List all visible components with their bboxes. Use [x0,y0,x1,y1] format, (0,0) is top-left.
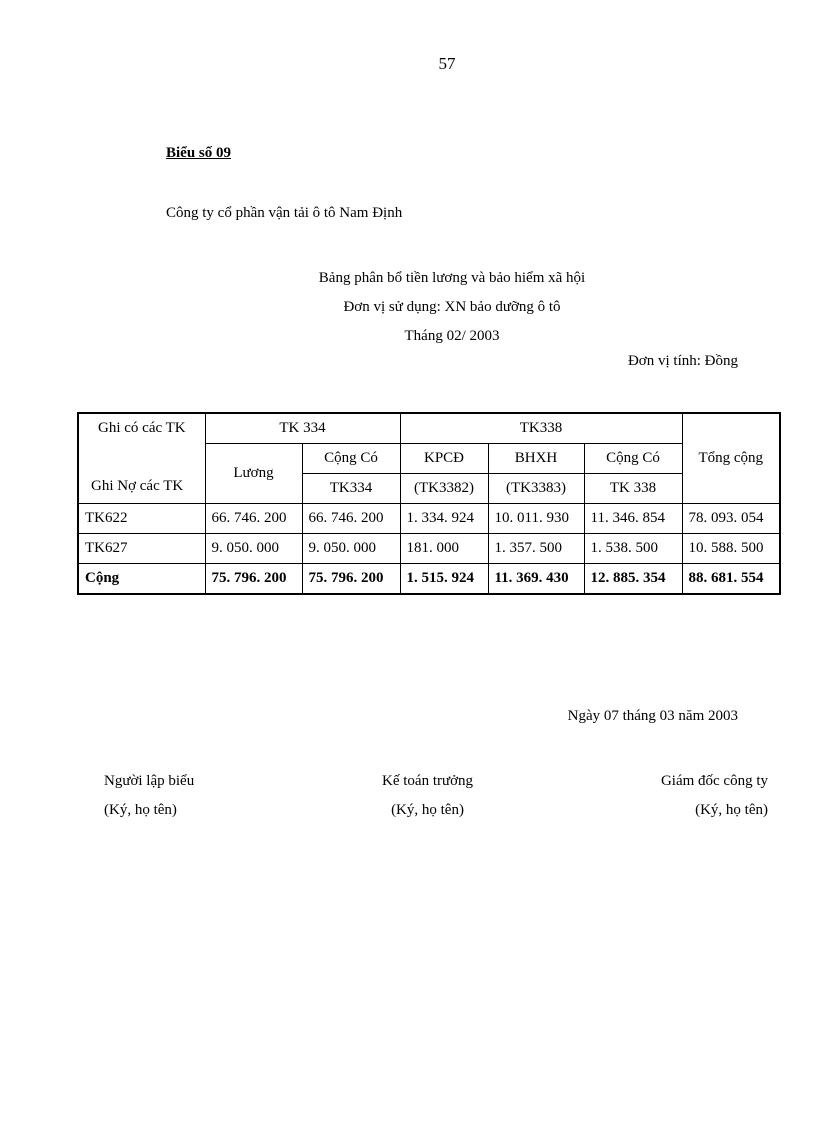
signature-preparer [104,767,194,825]
col-luong: Lương [205,444,302,504]
signature-role: Giám đốc công ty [660,773,768,789]
title-block [0,264,816,351]
cell-luong: 66. 746. 200 [205,504,302,534]
col-bhxh-2: (TK3383) [488,474,584,504]
cell-kpcd: 1. 334. 924 [400,504,488,534]
table-row [78,534,780,564]
table-row-total [78,564,780,595]
signature-role: Kế toán trưởng [382,773,474,789]
signature-chief-accountant [382,767,473,825]
cell-luong: 75. 796. 200 [205,564,302,595]
cell-total: 88. 681. 554 [682,564,780,595]
report-title: Bảng phân bổ tiền lương và bảo hiểm xã hội [318,270,586,286]
cell-bhxh: 10. 011. 930 [488,504,584,534]
cell-cong334: 66. 746. 200 [302,504,400,534]
corner-header [78,413,205,504]
cell-kpcd: 181. 000 [400,534,488,564]
signature-note: (Ký, họ tên) [695,802,768,818]
cell-luong: 9. 050. 000 [205,534,302,564]
group-tk334: TK 334 [205,413,400,444]
cell-kpcd: 1. 515. 924 [400,564,488,595]
signature-role: Người lập biểu [104,773,195,789]
signature-note: (Ký, họ tên) [104,802,177,818]
col-kpcd-1: KPCĐ [400,444,488,474]
row-account: Cộng [78,564,205,595]
corner-top: Ghi có các TK [98,420,186,436]
cell-total: 10. 588. 500 [682,534,780,564]
department: Đơn vị sử dụng: XN bảo dưỡng ô tô [343,299,561,315]
period: Tháng 02/ 2003 [404,328,500,344]
signature-director [661,767,768,825]
date-line: Ngày 07 tháng 03 năm 2003 [567,708,738,724]
cell-cong334: 75. 796. 200 [302,564,400,595]
row-account: TK627 [78,534,205,564]
page-number: 57 [438,54,456,73]
cell-cong338: 12. 885. 354 [584,564,682,595]
signature-note: (Ký, họ tên) [391,802,464,818]
unit-note: Đơn vị tính: Đồng [627,353,738,369]
col-cong334-2: TK334 [302,474,400,504]
header-row-1 [78,413,780,444]
corner-bottom: Ghi Nợ các TK [91,478,184,494]
cell-cong338: 11. 346. 854 [584,504,682,534]
cell-bhxh: 11. 369. 430 [488,564,584,595]
group-tk338: TK338 [400,413,682,444]
col-kpcd-2: (TK3382) [400,474,488,504]
row-account: TK622 [78,504,205,534]
company-name: Công ty cổ phần vận tải ô tô Nam Định [166,205,403,221]
cell-total: 78. 093. 054 [682,504,780,534]
cell-cong338: 1. 538. 500 [584,534,682,564]
allocation-table [77,412,781,595]
table-row [78,504,780,534]
total-header: Tổng cộng [682,413,780,504]
cell-bhxh: 1. 357. 500 [488,534,584,564]
col-cong338-2: TK 338 [584,474,682,504]
cell-cong334: 9. 050. 000 [302,534,400,564]
form-label: Biểu số 09 [166,145,232,161]
col-bhxh-1: BHXH [488,444,584,474]
col-cong334-1: Cộng Có [302,444,400,474]
col-cong338-1: Cộng Có [584,444,682,474]
